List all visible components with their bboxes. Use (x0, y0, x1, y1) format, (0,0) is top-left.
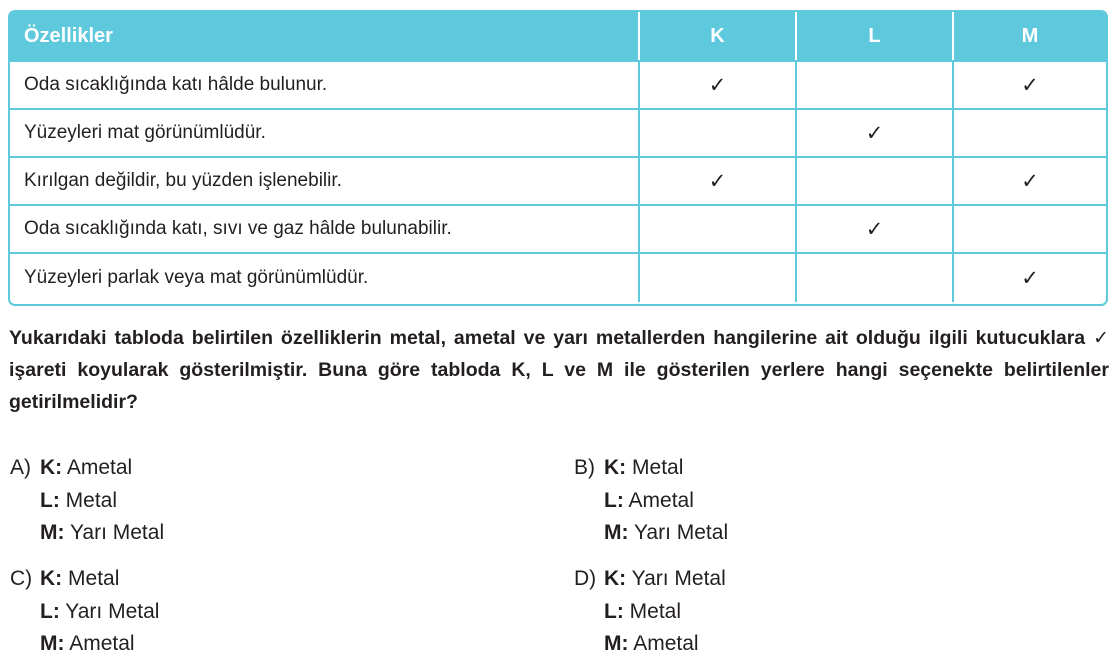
option-m-value: Yarı Metal (633, 521, 729, 544)
option-label: D) (574, 567, 597, 590)
key-m: M: (40, 521, 65, 544)
question-text (9, 322, 1109, 418)
option-d[interactable] (574, 563, 726, 661)
check-mark-l: ✓ (865, 217, 884, 241)
key-k: K: (604, 456, 627, 479)
check-mark-m: ✓ (1021, 266, 1039, 290)
key-m: M: (604, 632, 629, 655)
key-l: L: (604, 599, 624, 623)
row-property-text: Kırılgan değildir, bu yüzden işlenebilir. (24, 170, 342, 191)
key-l: L: (40, 488, 60, 512)
option-m-value: Ametal (633, 632, 699, 655)
row-property-text: Oda sıcaklığında katı hâlde bulunur. (24, 74, 328, 95)
option-m-value: Yarı Metal (69, 521, 165, 544)
option-k-value: Yarı Metal (631, 567, 726, 590)
key-l: L: (40, 599, 60, 623)
option-a[interactable] (10, 452, 164, 550)
table-row (10, 204, 1106, 252)
table-row (10, 156, 1106, 204)
option-label: A) (10, 456, 31, 479)
header-k: K (638, 12, 795, 60)
row-property-text: Yüzeyleri parlak veya mat görünümlüdür. (24, 267, 369, 288)
option-c[interactable] (10, 563, 159, 661)
table-header-row (10, 12, 1106, 60)
row-property-text: Oda sıcaklığında katı, sıvı ve gaz hâlde bulunabilir. (24, 218, 452, 239)
check-mark-l: ✓ (865, 121, 884, 145)
key-k: K: (604, 567, 627, 590)
header-properties: Özellikler (24, 24, 113, 47)
option-l-value: Metal (629, 599, 682, 623)
table-row (10, 252, 1106, 302)
key-l: L: (604, 488, 624, 512)
table-row (10, 60, 1106, 108)
table-row (10, 108, 1106, 156)
key-k: K: (40, 567, 63, 590)
option-m-value: Ametal (69, 632, 135, 655)
check-mark-k: ✓ (708, 73, 727, 97)
option-label: C) (10, 567, 33, 590)
option-l-value: Yarı Metal (65, 599, 160, 623)
option-l-value: Metal (65, 488, 118, 512)
key-m: M: (604, 521, 629, 544)
option-label: B) (574, 456, 595, 479)
check-symbol-icon: ✓ (1093, 327, 1110, 349)
header-l: L (795, 12, 952, 60)
key-k: K: (40, 456, 63, 479)
option-k-value: Ametal (66, 456, 133, 479)
question-text-after: işareti koyularak gösterilmiştir. Buna göre tabloda K, L ve M ile gösterilen yerlere hangi seçenekte belirtilenler getirilmelidir? (9, 359, 1109, 413)
check-mark-m: ✓ (1021, 169, 1039, 193)
properties-table (8, 10, 1108, 306)
key-m: M: (40, 632, 65, 655)
question-text-before: Yukarıdaki tabloda belirtilen özelliklerin metal, ametal ve yarı metallerden hangilerine ait olduğu ilgili kutucuklara (9, 327, 1086, 349)
option-l-value: Ametal (628, 488, 694, 512)
check-mark-m: ✓ (1021, 73, 1039, 97)
option-b[interactable] (574, 452, 728, 550)
header-m: M (952, 12, 1106, 60)
option-k-value: Metal (632, 456, 684, 479)
check-mark-k: ✓ (708, 169, 727, 193)
row-property-text: Yüzeyleri mat görünümlüdür. (24, 122, 266, 143)
option-k-value: Metal (68, 567, 120, 590)
